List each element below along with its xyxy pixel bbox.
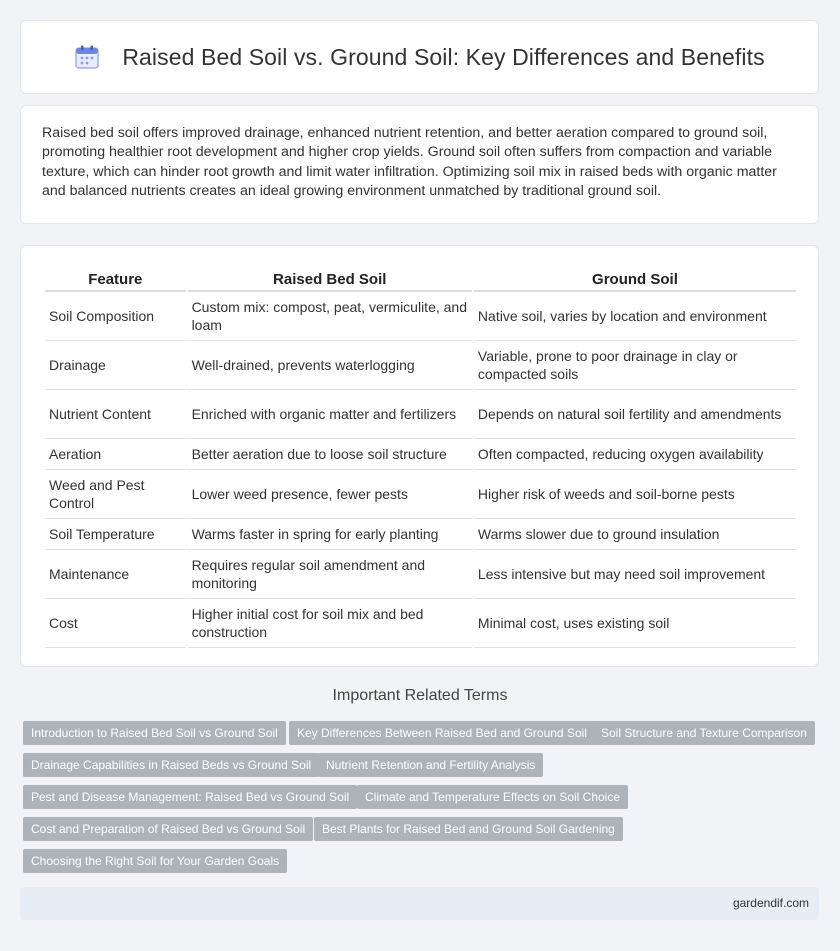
related-term-tag[interactable]: Drainage Capabilities in Raised Beds vs Ground Soil: [23, 753, 319, 777]
ground-cell: Minimal cost, uses existing soil: [474, 599, 796, 648]
intro-card: [20, 105, 819, 224]
raised-bed-cell: Well-drained, prevents waterlogging: [188, 341, 472, 390]
table-row: [45, 341, 796, 390]
header-card: [20, 20, 819, 94]
related-term-tag[interactable]: Best Plants for Raised Bed and Ground Soil Gardening: [314, 817, 623, 841]
footer-site-link[interactable]: gardendif.com: [732, 896, 809, 910]
ground-cell: Warms slower due to ground insulation: [474, 519, 796, 550]
raised-bed-cell: Warms faster in spring for early planting: [188, 519, 472, 550]
feature-cell: Weed and Pest Control: [45, 470, 186, 519]
ground-cell: Variable, prone to poor drainage in clay or compacted soils: [474, 341, 796, 390]
ground-cell: Depends on natural soil fertility and amendments: [474, 390, 796, 439]
ground-cell: Native soil, varies by location and environment: [474, 292, 796, 341]
feature-cell: Cost: [45, 599, 186, 648]
related-term-tag[interactable]: Nutrient Retention and Fertility Analysis: [318, 753, 543, 777]
ground-cell: Often compacted, reducing oxygen availability: [474, 439, 796, 470]
footer: [20, 887, 819, 920]
calendar-icon: [74, 44, 100, 70]
feature-cell: Soil Temperature: [45, 519, 186, 550]
raised-bed-cell: Custom mix: compost, peat, vermiculite, and loam: [188, 292, 472, 341]
intro-paragraph: Raised bed soil offers improved drainage, enhanced nutrient retention, and better aeration compared to ground soil, promoting healthier root development and higher crop yields. Ground soil often suffers from compaction and variable texture, which can hinder root growth and limit water infiltration. Optimizing soil mix in raised beds with organic matter and balanced nutrients creates an ideal growing environment unmatched by traditional ground soil.: [42, 125, 777, 199]
ground-cell: Higher risk of weeds and soil-borne pests: [474, 470, 796, 519]
related-term-tag[interactable]: Key Differences Between Raised Bed and Ground Soil: [289, 721, 595, 745]
related-term-tag[interactable]: Cost and Preparation of Raised Bed vs Ground Soil: [23, 817, 313, 841]
related-term-tag[interactable]: Introduction to Raised Bed Soil vs Ground Soil: [23, 721, 286, 745]
raised-bed-cell: Better aeration due to loose soil structure: [188, 439, 472, 470]
feature-cell: Aeration: [45, 439, 186, 470]
raised-bed-cell: Enriched with organic matter and fertilizers: [188, 390, 472, 439]
header-raised-bed: Raised Bed Soil: [188, 266, 472, 292]
table-row: [45, 390, 796, 439]
feature-cell: Nutrient Content: [45, 390, 186, 439]
table-row: [45, 292, 796, 341]
related-term-tag[interactable]: Soil Structure and Texture Comparison: [593, 721, 815, 745]
feature-cell: Maintenance: [45, 550, 186, 599]
feature-cell: Drainage: [45, 341, 186, 390]
ground-cell: Less intensive but may need soil improvement: [474, 550, 796, 599]
table-row: [45, 470, 796, 519]
page-title: Raised Bed Soil vs. Ground Soil: Key Differences and Benefits: [122, 43, 765, 70]
related-term-tag[interactable]: Choosing the Right Soil for Your Garden Goals: [23, 849, 287, 873]
header-feature: Feature: [45, 266, 186, 292]
table-row: [45, 439, 796, 470]
raised-bed-cell: Lower weed presence, fewer pests: [188, 470, 472, 519]
comparison-table: [43, 266, 798, 648]
feature-cell: Soil Composition: [45, 292, 186, 341]
raised-bed-cell: Requires regular soil amendment and monitoring: [188, 550, 472, 599]
related-term-tag[interactable]: Pest and Disease Management: Raised Bed vs Ground Soil: [23, 785, 357, 809]
table-row: [45, 519, 796, 550]
related-term-tag[interactable]: Climate and Temperature Effects on Soil Choice: [357, 785, 628, 809]
table-header-row: [45, 266, 796, 292]
raised-bed-cell: Higher initial cost for soil mix and bed construction: [188, 599, 472, 648]
table-row: [45, 599, 796, 648]
comparison-table-card: [20, 245, 819, 667]
header-ground: Ground Soil: [474, 266, 796, 292]
table-row: [45, 550, 796, 599]
related-terms-title: Important Related Terms: [332, 687, 508, 704]
